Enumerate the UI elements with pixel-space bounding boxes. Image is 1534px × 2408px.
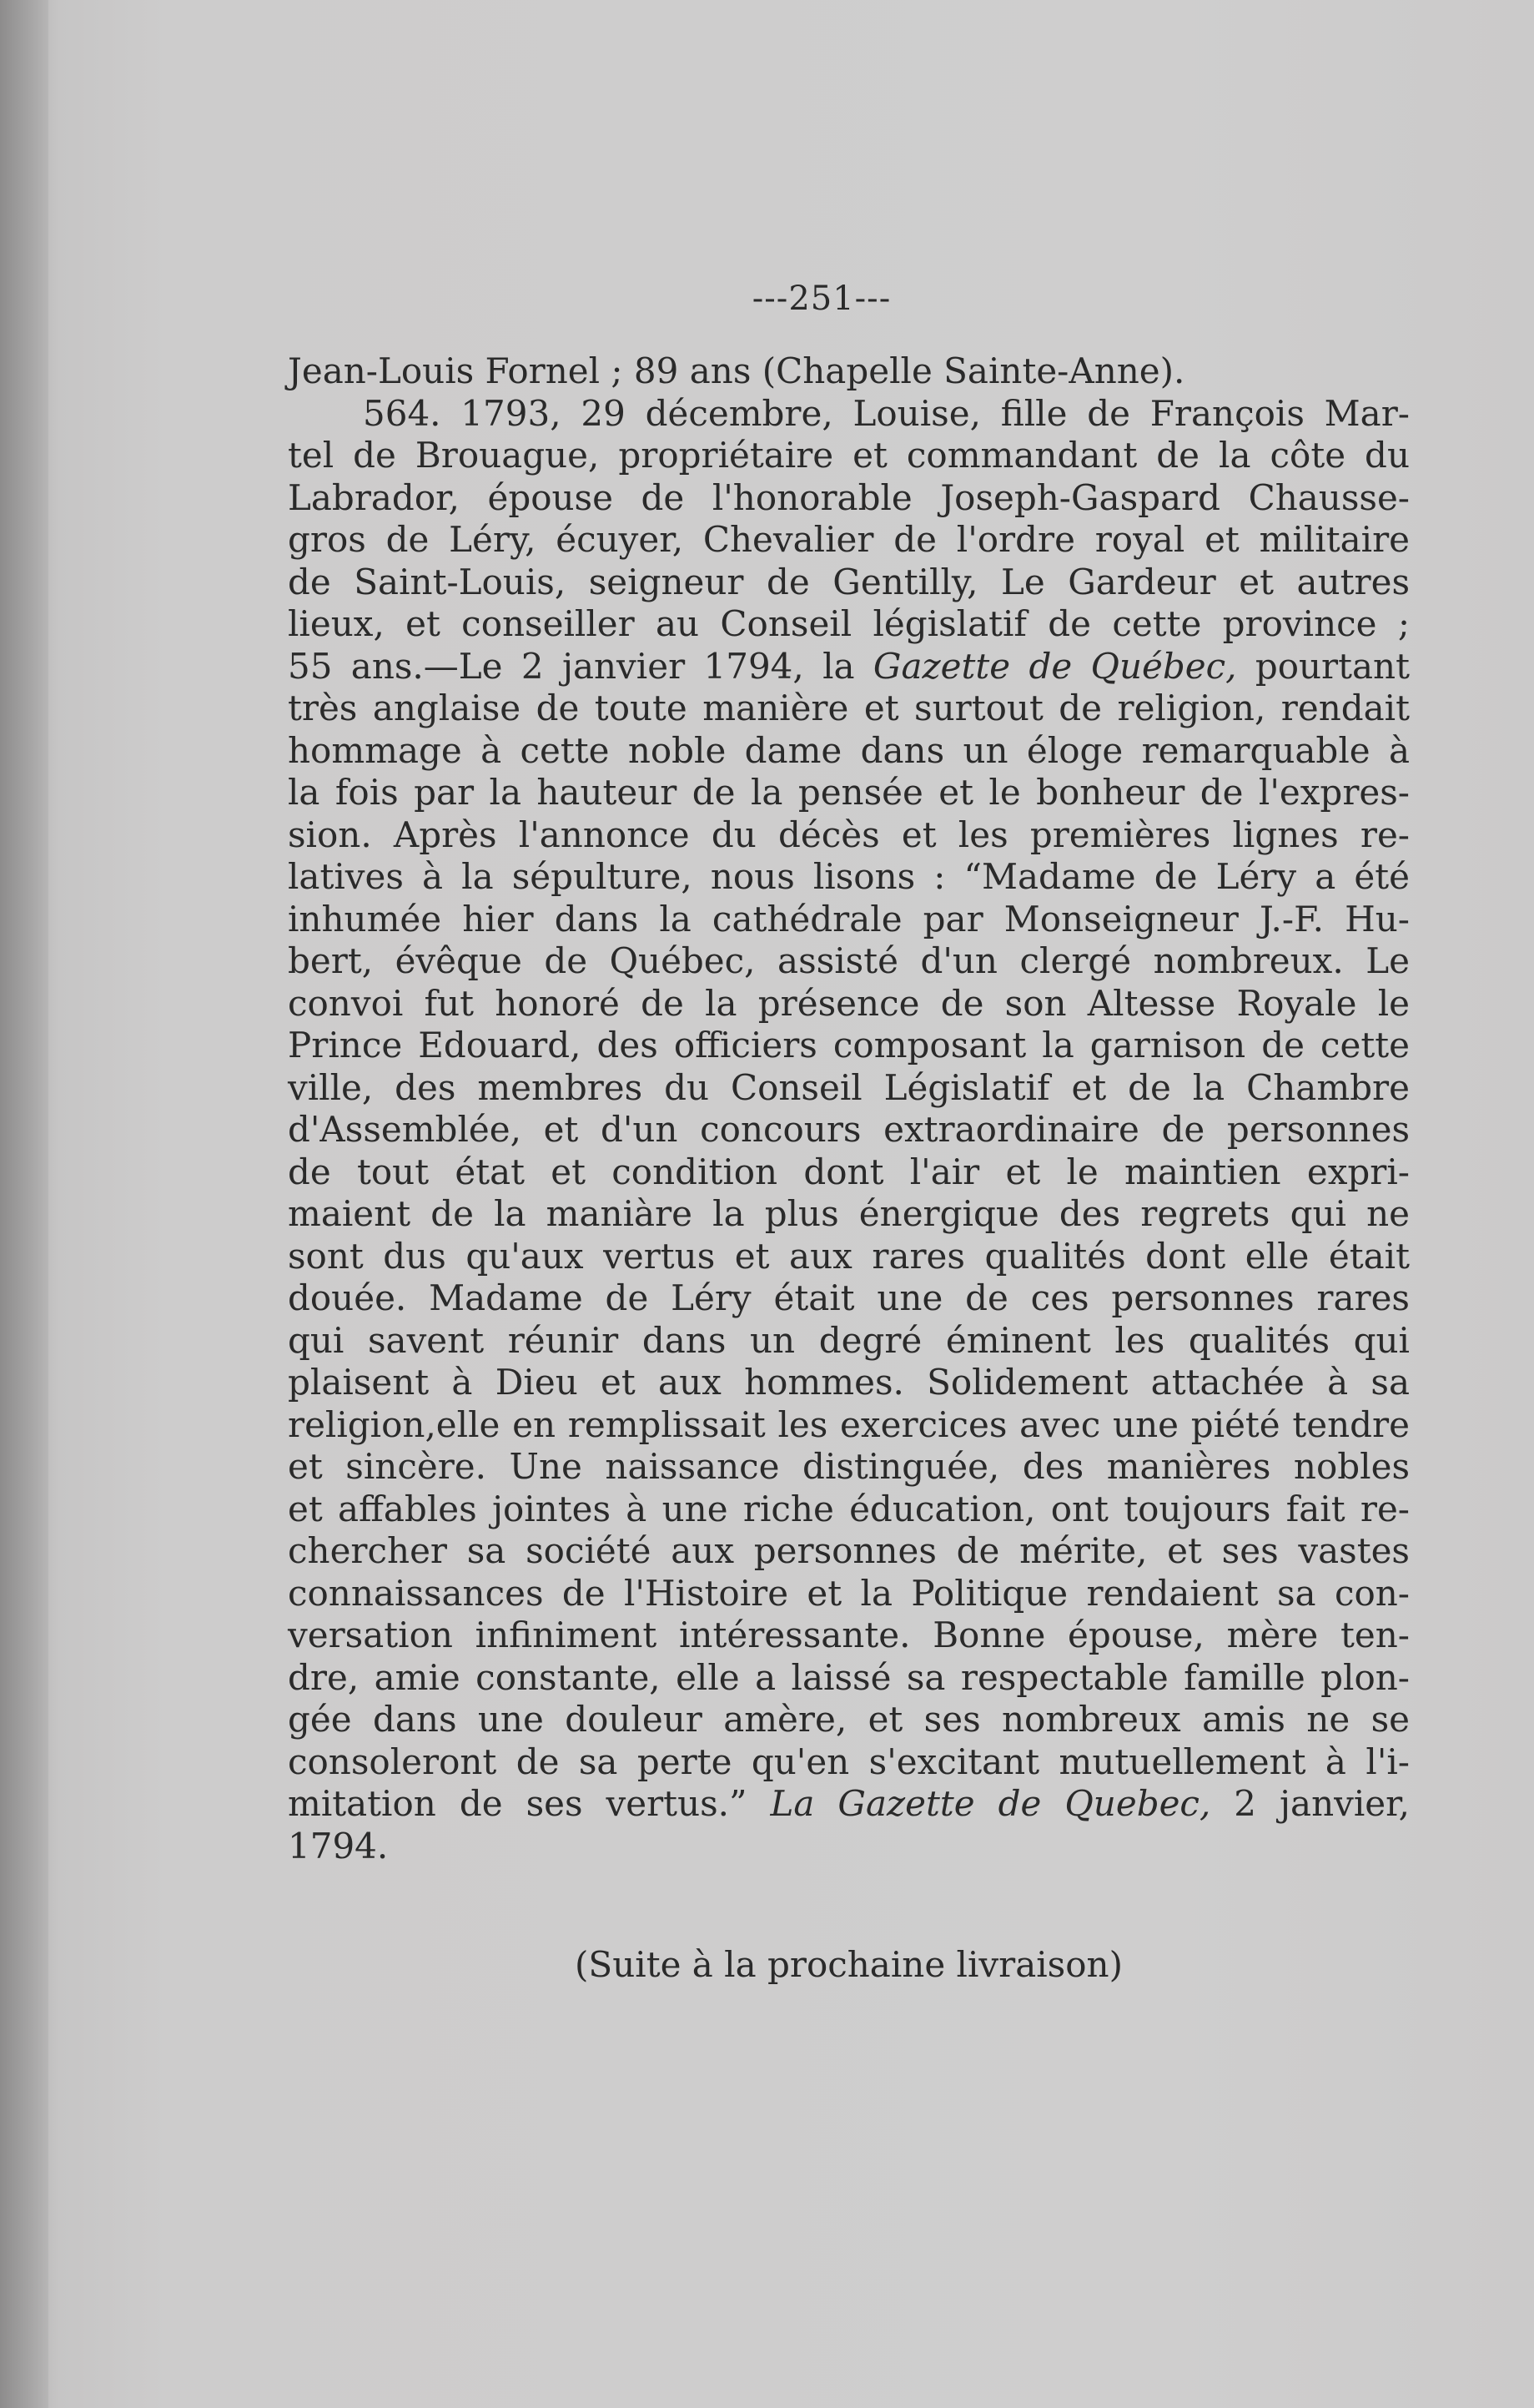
text-line: connaissances de l'Histoire et la Politique rendaient sa con- bbox=[288, 1572, 1410, 1614]
text-line bbox=[288, 646, 1410, 688]
text-line: consoleront de sa perte qu'en s'excitant mutuellement à l'i- bbox=[288, 1741, 1410, 1782]
text-line: inhumée hier dans la cathédrale par Monseigneur J.-F. Hu- bbox=[288, 898, 1410, 940]
text-segment: pourtant bbox=[1236, 645, 1410, 687]
text-line: convoi fut honoré de la présence de son Altesse Royale le bbox=[288, 982, 1410, 1024]
text-line: religion,elle en remplissait les exercices avec une piété tendre bbox=[288, 1403, 1410, 1445]
text-line: très anglaise de toute manière et surtout de religion, rendait bbox=[288, 688, 1410, 728]
text-line: hommage à cette noble dame dans un éloge remarquable à bbox=[288, 729, 1410, 771]
text-line: 1794. bbox=[288, 1825, 389, 1866]
text-line: dre, amie constante, elle a laissé sa respectable famille plon- bbox=[288, 1656, 1410, 1698]
binding-gutter bbox=[0, 0, 48, 2408]
text-line: plaisent à Dieu et aux hommes. Solidement attachée à sa bbox=[288, 1362, 1410, 1403]
text-line: lieux, et conseiller au Conseil législatif de cette province ; bbox=[288, 603, 1410, 644]
text-line: de tout état et condition dont l'air et le maintien expri- bbox=[288, 1151, 1410, 1192]
text-line: bert, évêque de Québec, assisté d'un clergé nombreux. Le bbox=[288, 940, 1410, 981]
text-line: et sincère. Une naissance distinguée, des manières nobles bbox=[288, 1446, 1410, 1487]
body-text bbox=[288, 350, 1410, 1867]
text-line: d'Assemblée, et d'un concours extraordinaire de personnes bbox=[288, 1109, 1410, 1150]
text-line: Prince Edouard, des officiers composant la garnison de cette bbox=[288, 1025, 1410, 1065]
text-line: 564. 1793, 29 décembre, Louise, fille de François Mar- bbox=[363, 392, 1410, 434]
continuation-note: (Suite à la prochaine livraison) bbox=[575, 1944, 1123, 1985]
text-line: et affables jointes à une riche éducation, ont toujours fait re- bbox=[288, 1488, 1410, 1529]
text-line: sont dus qu'aux vertus et aux rares qualités dont elle était bbox=[288, 1235, 1410, 1277]
text-line: latives à la sépulture, nous lisons : “Madame de Léry a été bbox=[288, 856, 1410, 897]
text-line: Labrador, épouse de l'honorable Joseph-Gaspard Chausse- bbox=[288, 476, 1410, 518]
text-segment: 2 janvier, bbox=[1210, 1783, 1410, 1824]
italic-title: La Gazette de Quebec, bbox=[770, 1783, 1211, 1824]
text-line bbox=[288, 1783, 1410, 1826]
text-segment: 55 ans.—Le 2 janvier 1794, la bbox=[288, 645, 873, 687]
text-line: chercher sa société aux personnes de mérite, et ses vastes bbox=[288, 1530, 1410, 1571]
text-line: versation infiniment intéressante. Bonne épouse, mère ten- bbox=[288, 1615, 1410, 1655]
text-line: gros de Léry, écuyer, Chevalier de l'ordre royal et militaire bbox=[288, 519, 1410, 560]
text-line: la fois par la hauteur de la pensée et le bonheur de l'expres- bbox=[288, 772, 1410, 813]
text-line: qui savent réunir dans un degré éminent les qualités qui bbox=[288, 1319, 1410, 1361]
text-line: gée dans une douleur amère, et ses nombreux amis ne se bbox=[288, 1699, 1410, 1740]
page-number: ---251--- bbox=[752, 280, 892, 318]
text-line: tel de Brouague, propriétaire et commandant de la côte du bbox=[288, 435, 1410, 476]
text-line: douée. Madame de Léry était une de ces personnes rares bbox=[288, 1277, 1410, 1318]
italic-title: Gazette de Québec, bbox=[873, 645, 1237, 687]
text-line: de Saint-Louis, seigneur de Gentilly, Le Gardeur et autres bbox=[288, 561, 1410, 602]
text-segment: mitation de ses vertus.” bbox=[288, 1783, 771, 1824]
text-line: sion. Après l'annonce du décès et les premières lignes re- bbox=[288, 814, 1410, 855]
text-line: maient de la maniàre la plus énergique des regrets qui ne bbox=[288, 1193, 1410, 1234]
text-line: ville, des membres du Conseil Législatif et de la Chambre bbox=[288, 1066, 1410, 1108]
text-line: Jean-Louis Fornel ; 89 ans (Chapelle Sainte-Anne). bbox=[288, 350, 1185, 391]
